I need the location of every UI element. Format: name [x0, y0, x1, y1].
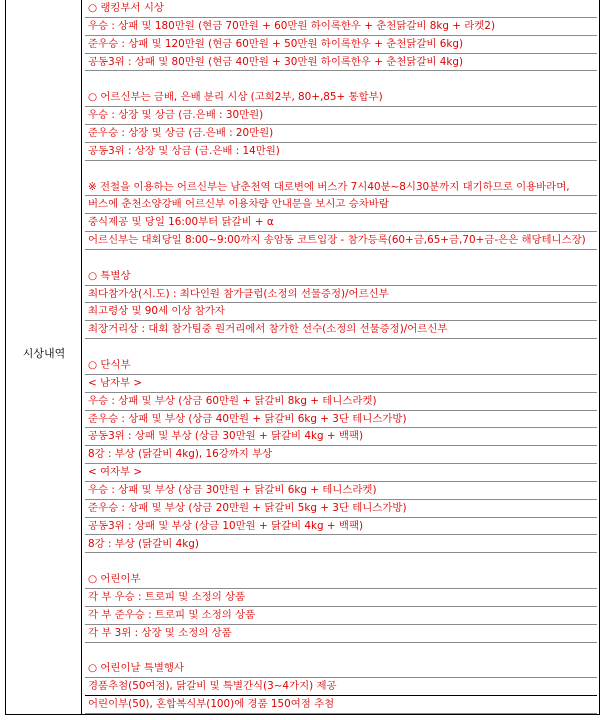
award-line: < 여자부 > [85, 464, 597, 482]
award-line: < 남자부 > [85, 375, 597, 393]
blank-line [85, 250, 597, 268]
award-line: 최다참가상(시.도) : 최다인원 참가클럽(소정의 선물증정)/어르신부 [85, 286, 597, 304]
award-line: 어르신부는 대회당일 8:00~9:00까지 송암동 코트입장 - 참가등록(60+금,65+금,70+금-은은 해당테니스장) [85, 232, 597, 250]
blank-line [85, 643, 597, 661]
award-line: ※ 전철을 이용하는 어르신부는 남춘천역 대로변에 버스가 7시40분~8시30분까지 대기하므로 이용바라며, [85, 179, 597, 197]
blank-line [85, 339, 597, 357]
award-line: 우승 : 상패 및 180만원 (현금 70만원 + 60만원 하이록한우 + 춘천닭갈비 8kg + 라켓2) [85, 18, 597, 36]
award-line: 준우승 : 상장 및 상금 (금.은배 : 20만원) [85, 125, 597, 143]
blank-line [85, 161, 597, 179]
award-line: ○ 특별상 [85, 268, 597, 286]
award-line: 버스에 춘천소양강배 어르신부 이용차량 안내문을 보시고 승차바람 [85, 196, 597, 214]
award-line: 각 부 3위 : 상장 및 소정의 상품 [85, 625, 597, 643]
award-line: 어린이부(50), 혼합복식부(100)에 경품 150여점 추첨 [85, 696, 597, 714]
award-line: ○ 어르신부는 금배, 은배 분리 시상 (고희2부, 80+,85+ 통합부) [85, 89, 597, 107]
award-line: 우승 : 상패 및 부상 (상금 30만원 + 닭갈비 6kg + 테니스라켓) [85, 482, 597, 500]
award-line: 중식제공 및 당일 16:00부터 닭갈비 + α [85, 214, 597, 232]
award-line: 공동3위 : 상패 및 부상 (상금 30만원 + 닭갈비 4kg + 백팩) [85, 428, 597, 446]
award-line: ○ 어린이날 특별행사 [85, 660, 597, 678]
awards-table [5, 0, 600, 715]
award-line: 우승 : 상패 및 부상 (상금 60만원 + 닭갈비 8kg + 테니스라켓) [85, 393, 597, 411]
award-line: 8강 : 부상 (닭갈비 4kg) [85, 536, 597, 554]
blank-line [85, 71, 597, 89]
label-column [6, 0, 82, 714]
award-line: 경품추첨(50여점), 닭갈비 및 특별간식(3~4가지) 제공 [85, 678, 597, 696]
award-line: 준우승 : 상패 및 부상 (상금 40만원 + 닭갈비 6kg + 3단 테니스가방) [85, 411, 597, 429]
award-line: 최고령상 및 90세 이상 참가자 [85, 303, 597, 321]
award-line: 공동3위 : 상패 및 부상 (상금 10만원 + 닭갈비 4kg + 백팩) [85, 518, 597, 536]
award-line: 공동3위 : 상패 및 80만원 (현금 40만원 + 30만원 하이록한우 + 춘천닭갈비 4kg) [85, 54, 597, 72]
award-line: 8강 : 부상 (닭갈비 4kg), 16강까지 부상 [85, 446, 597, 464]
award-line: 공동3위 : 상장 및 상금 (금.은배 : 14만원) [85, 143, 597, 161]
blank-line [85, 553, 597, 571]
award-line: ○ 단식부 [85, 357, 597, 375]
awards-content [84, 0, 599, 714]
award-line: 최장거리상 : 대회 참가팀중 원거리에서 참가한 선수(소정의 선물증정)/어르신부 [85, 321, 597, 339]
award-line: 우승 : 상장 및 상금 (금.은배 : 30만원) [85, 107, 597, 125]
award-line: ○ 어린이부 [85, 571, 597, 589]
award-line: 각 부 준우승 : 트로피 및 소정의 상품 [85, 607, 597, 625]
award-line: 준우승 : 상패 및 120만원 (현금 60만원 + 50만원 하이록한우 + 춘천닭갈비 6kg) [85, 36, 597, 54]
row-label: 시상내역 [22, 347, 66, 360]
award-line: ○ 랭킹부서 시상 [85, 0, 597, 18]
award-line: 각 부 우승 : 트로피 및 소정의 상품 [85, 589, 597, 607]
award-line: 준우승 : 상패 및 부상 (상금 20만원 + 닭갈비 5kg + 3단 테니스가방) [85, 500, 597, 518]
